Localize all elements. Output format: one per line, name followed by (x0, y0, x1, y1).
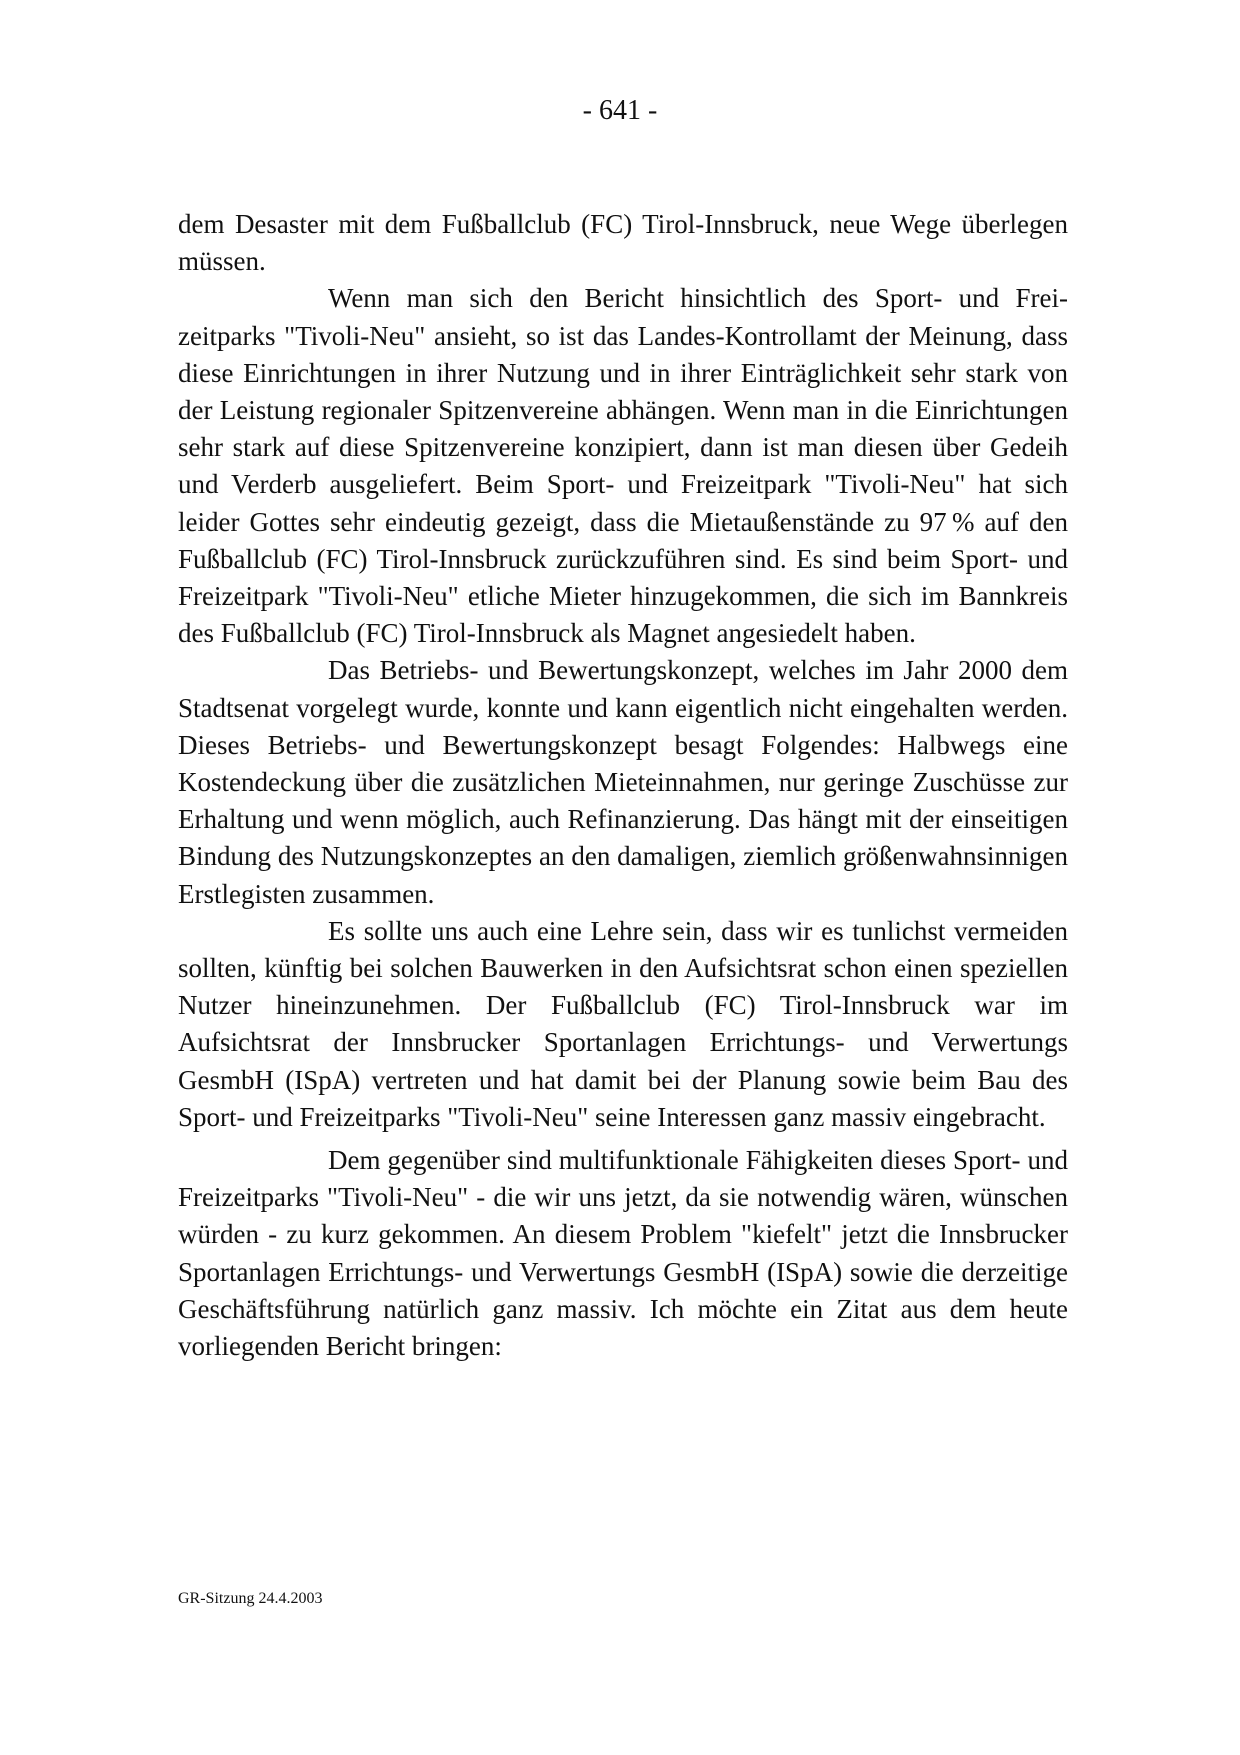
paragraph-aufsichtsrat: Es sollte uns auch eine Lehre sein, dass wir es tunlichst vermeiden sollten, künftig bei solchen Bauwerken in den Aufsichtsrat schon einen speziellen Nutzer hineinzunehmen. Der Fußballclub (FC) Tirol-Innsbruck war im Aufsichtsrat der Innsbrucker Sportanlagen Errichtungs- und Verwertungs GesmbH (ISpA) vertreten und hat damit bei der Planung sowie beim Bau des Sport- und Freizeitparks "Tivoli-Neu" seine Interessen ganz massiv eingebracht. (178, 915, 1068, 1132)
body-text (178, 206, 1068, 1365)
paragraph-tivoli-report: Wenn man sich den Bericht hinsichtlich des Sport- und Freizeitparks "Tivoli-Neu" ansieht, so ist das Landes-Kontrollamt der Meinung, dass diese Einrichtungen in ihrer Nutzung und in ihrer Einträglichkeit sehr stark von der Leistung regionaler Spitzenvereine abhängen. Wenn man in die Einrichtungen sehr stark auf diese Spitzenvereine konzipiert, dann ist man diesen über Gedeih und Verderb ausgeliefert. Beim Sport- und Freizeitpark "Tivoli-Neu" hat sich leider Gottes sehr eindeutig gezeigt, dass die Mietaußenstände zu 97 % auf den Fußballclub (FC) Tirol-Innsbruck zurückzuführen sind. Es sind beim Sport- und Freizeitpark "Tivoli-Neu" etliche Mieter hinzugekommen, die sich im Bannkreis des Fußballclub (FC) Tirol-Innsbruck als Magnet angesiedelt haben. (178, 283, 1068, 649)
page-number: - 641 - (582, 95, 658, 126)
footer-session-date: GR-Sitzung 24.4.2003 (178, 1590, 323, 1607)
paragraph-continuation: dem Desaster mit dem Fußballclub (FC) Tirol-Innsbruck, neue Wege überlegen müssen. (178, 209, 1068, 277)
paragraph-multifunktional: Dem gegenüber sind multifunktionale Fähigkeiten dieses Sport- und Freizeitparks "Tivoli-Neu" - die wir uns jetzt, da sie notwendig wären, wünschen würden - zu kurz gekommen. An diesem Problem "kiefelt" jetzt die Innsbrucker Sportanlagen Errichtungs- und Verwertungs GesmbH (ISpA) sowie die derzeitige Geschäftsführung natürlich ganz massiv. Ich möchte ein Zitat aus dem heute vorliegenden Bericht bringen: (178, 1145, 1068, 1362)
paragraph-betriebskonzept: Das Betriebs- und Bewertungskonzept, welches im Jahr 2000 dem Stadtsenat vorgelegt wurde, konnte und kann eigentlich nicht eingehalten werden. Dieses Betriebs- und Bewertungskonzept besagt Folgendes: Halbwegs eine Kostendeckung über die zusätzlichen Mieteinnahmen, nur geringe Zuschüsse zur Erhaltung und wenn möglich, auch Refinanzierung. Das hängt mit der einseitigen Bindung des Nutzungskonzeptes an den damaligen, ziemlich größenwahnsinnigen Erstlegisten zusammen. (178, 655, 1068, 909)
